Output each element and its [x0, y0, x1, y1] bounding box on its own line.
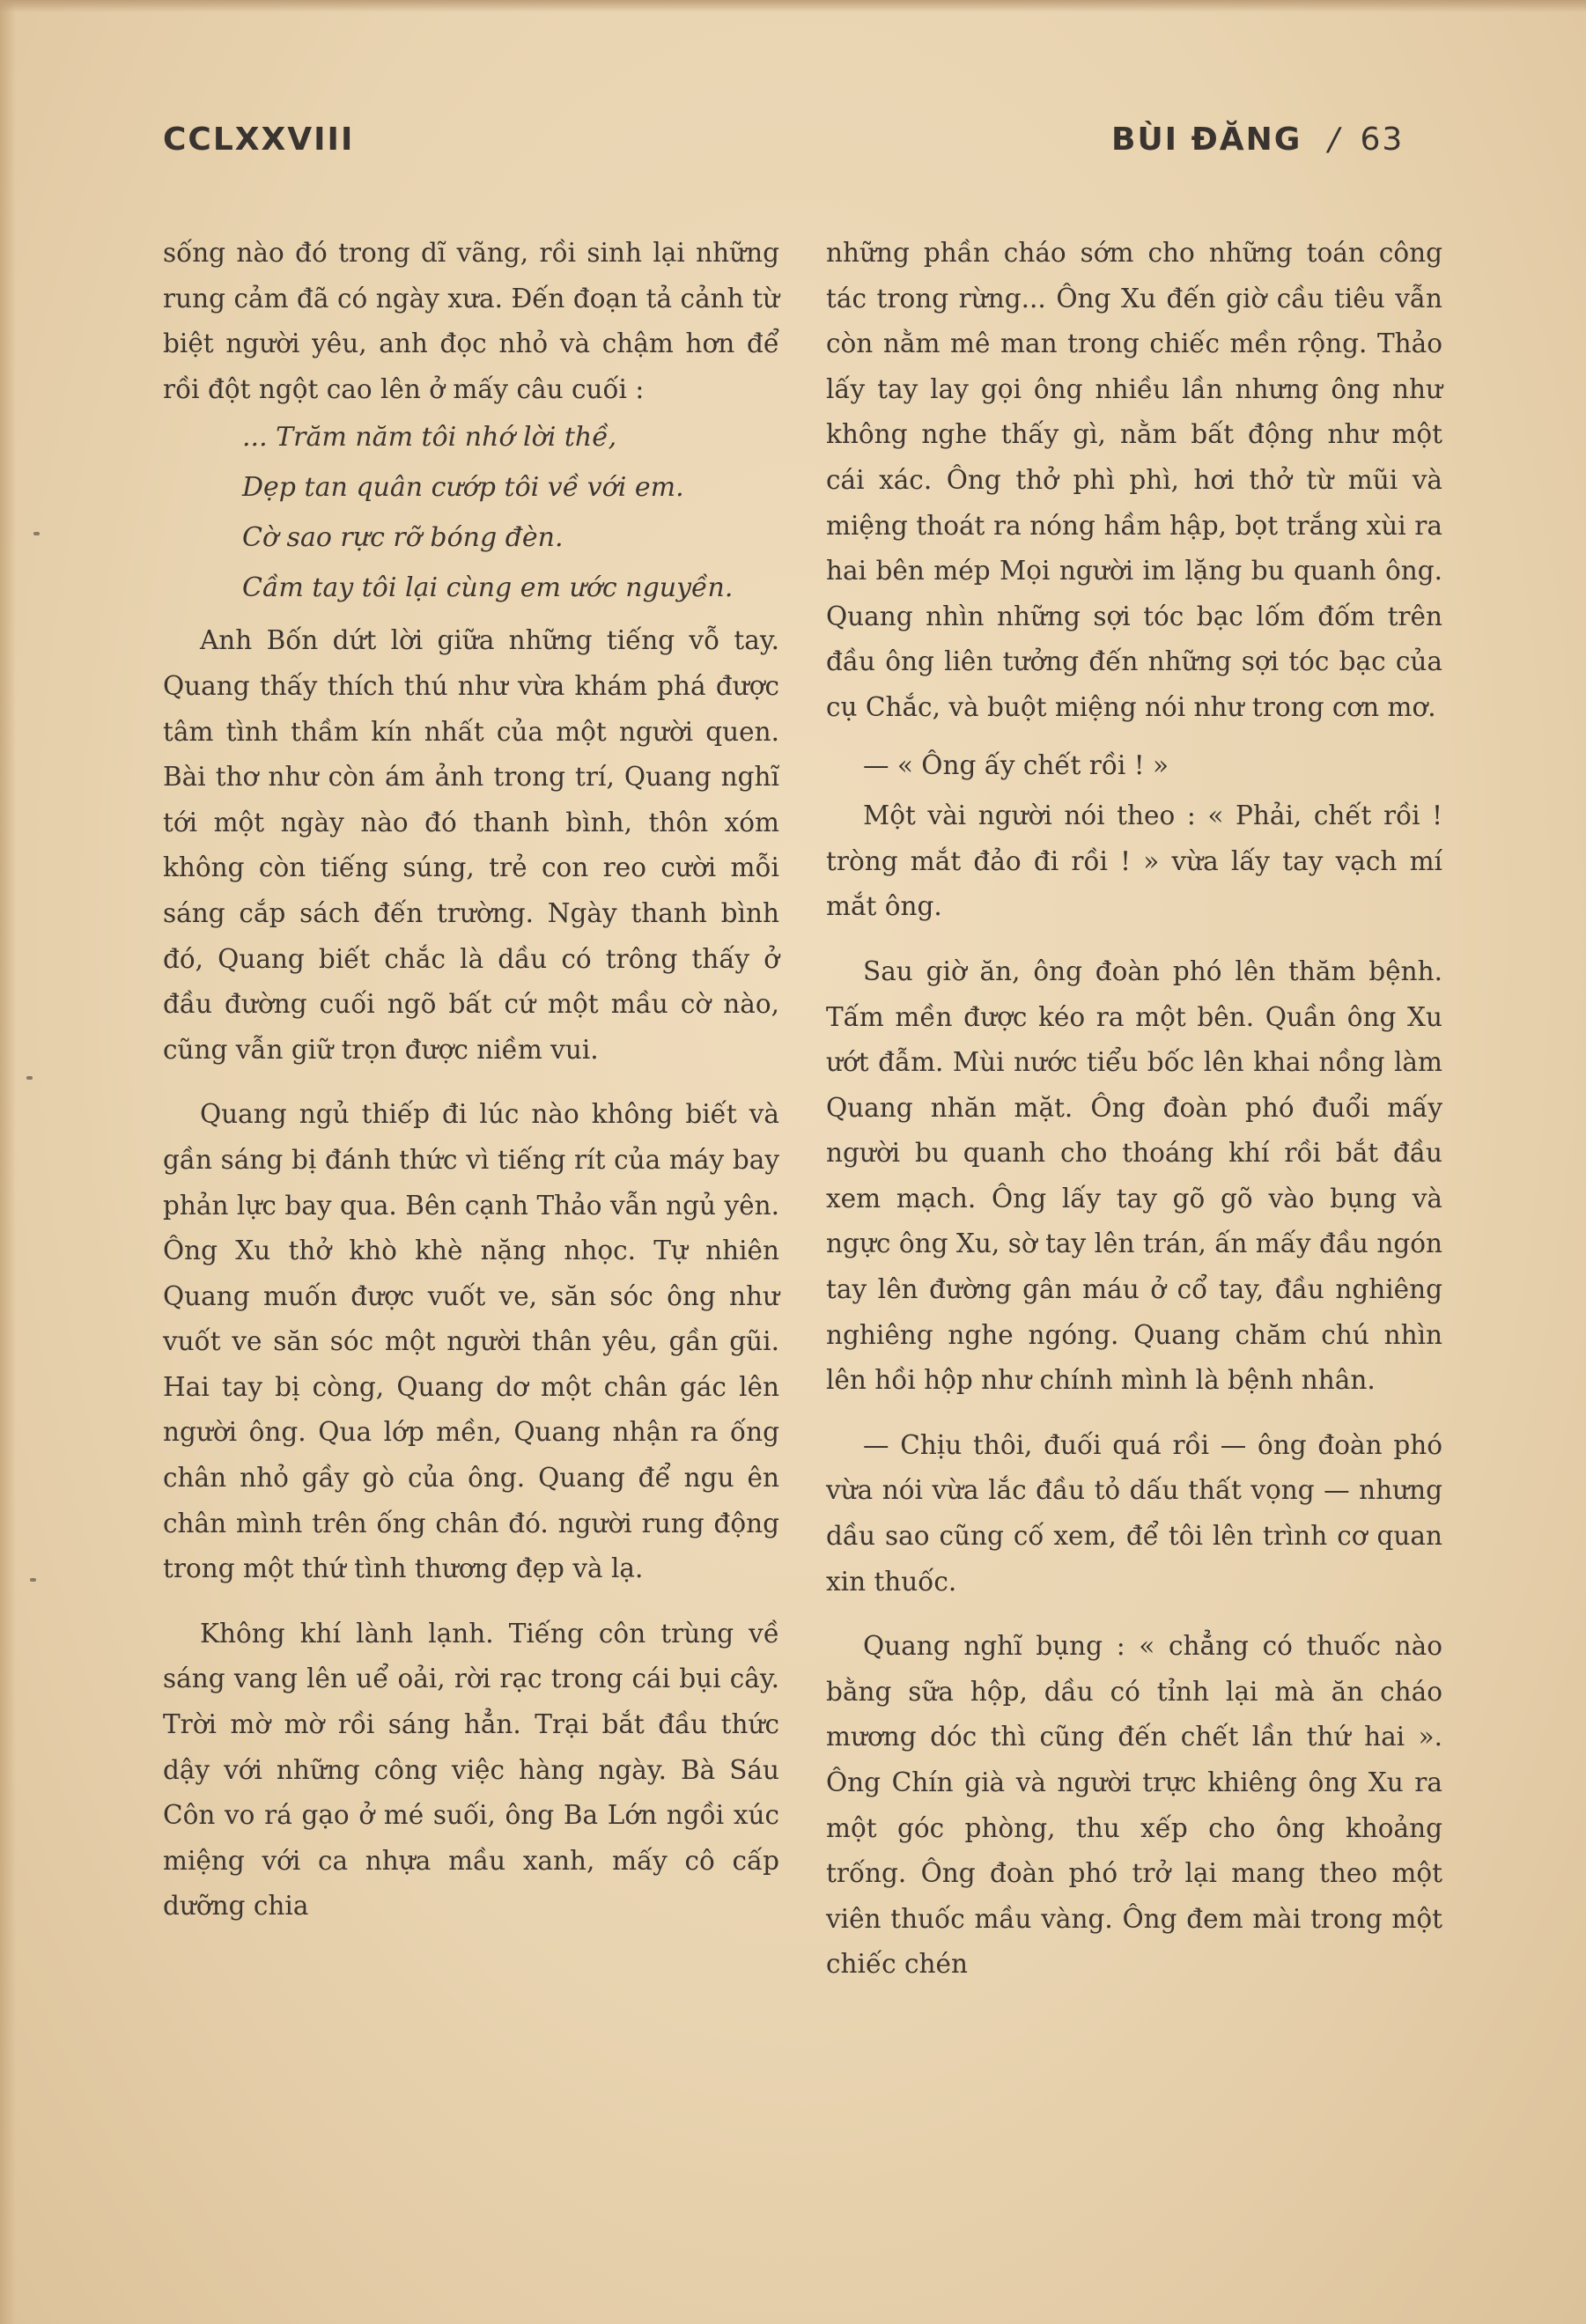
paragraph: Sau giờ ăn, ông đoàn phó lên thăm bệnh. Tấm mền được kéo ra một bên. Quần ông Xu ướt đẫm. Mùi nước tiểu bốc lên khai nồng làm Quang nhăn mặt. Ông đoàn phó đuổi mấy người bu quanh cho thoáng khí rồi bắt đầu xem mạch. Ông lấy tay gõ gõ vào bụng và ngực ông Xu, sờ tay lên trán, ấn mấy đầu ngón tay lên đường gân máu ở cổ tay, đầu nghiêng nghiêng nghe ngóng. Quang chăm chú nhìn lên hồi hộp như chính mình là bệnh nhân.: [826, 955, 1442, 1396]
header-separator: /: [1328, 122, 1341, 158]
paragraph: Quang ngủ thiếp đi lúc nào không biết và gần sáng bị đánh thức vì tiếng rít của máy bay phản lực bay qua. Bên cạnh Thảo vẫn ngủ yên. Ông Xu thở khò khè nặng nhọc. Tự nhiên Quang muốn được vuốt ve, săn sóc ông như vuốt ve săn sóc một người thân yêu, gần gũi. Hai tay bị còng, Quang dơ một chân gác lên người ông. Qua lớp mền, Quang nhận ra ống chân nhỏ gầy gò của ông. Quang để ngu ên chân mình trên ống chân đó. người rung động trong một thứ tình thương đẹp và lạ.: [163, 1099, 779, 1584]
page-edge-shadow: [0, 0, 16, 2324]
poem-line: Dẹp tan quân cướp tôi về với em.: [242, 472, 684, 504]
paper-speck: [30, 1578, 36, 1582]
paragraph: Anh Bốn dứt lời giữa những tiếng vỗ tay. Quang thấy thích thú như vừa khám phá được tâm tình thầm kín nhất của một người quen. Bài thơ như còn ám ảnh trong trí, Quang nghĩ tới một ngày nào đó thanh bình, thôn xóm không còn tiếng súng, trẻ con reo cười mỗi sáng cắp sách đến trường. Ngày thanh bình đó, Quang biết chắc là dầu có trông thấy ở đầu đường cuối ngõ bất cứ một mầu cờ nào, cũng vẫn giữ trọn được niềm vui.: [163, 625, 779, 1065]
paragraph: những phần cháo sớm cho những toán công tác trong rừng... Ông Xu đến giờ cầu tiêu vẫn còn nằm mê man trong chiếc mền rộng. Thảo lấy tay lay gọi ông nhiều lần nhưng ông như không nghe thấy gì, nằm bất động như một cái xác. Ông thở phì phì, hơi thở từ mũi và miệng thoát ra nóng hầm hập, bọt trắng xùi ra hai bên mép Mọi người im lặng bu quanh ông. Quang nhìn những sợi tóc bạc lốm đốm trên đầu ông liên tưởng đến những sợi tóc bạc của cụ Chắc, và buột miệng nói như trong cơn mơ.: [826, 238, 1442, 722]
paragraph: Một vài người nói theo : « Phải, chết rồi ! tròng mắt đảo đi rồi ! » vừa lấy tay vạch mí mắt ông.: [826, 800, 1442, 922]
author-name: BÙI ĐĂNG: [1111, 122, 1302, 158]
dialogue-line: — « Ông ấy chết rồi ! »: [863, 749, 1169, 780]
paper-speck: [26, 1076, 33, 1080]
poem-line: Cầm tay tôi lại cùng em ước nguyền.: [242, 572, 734, 604]
page-number: 63: [1360, 122, 1405, 158]
paper-speck: [33, 532, 40, 535]
running-head: [1111, 122, 1404, 158]
paragraph: Không khí lành lạnh. Tiếng côn trùng về sáng vang lên uể oải, rời rạc trong cái bụi cây. Trời mờ mờ rồi sáng hẳn. Trại bắt đầu thức dậy với những công việc hàng ngày. Bà Sáu Côn vo rá gạo ở mé suối, ông Ba Lớn ngồi xúc miệng với ca nhựa mầu xanh, mấy cô cấp dưỡng chia: [163, 1618, 779, 1922]
left-column: [163, 231, 779, 1929]
poem-line: Cờ sao rực rỡ bóng đèn.: [242, 522, 564, 554]
chapter-header: CCLXXVIII: [163, 122, 355, 158]
paragraph: sống nào đó trong dĩ vãng, rồi sinh lại những rung cảm đã có ngày xưa. Đến đoạn tả cảnh từ biệt người yêu, anh đọc nhỏ và chậm hơn để rồi đột ngột cao lên ở mấy câu cuối :: [163, 238, 779, 404]
poem-line: ... Trăm năm tôi nhớ lời thề,: [242, 422, 617, 454]
paragraph: Quang nghĩ bụng : « chẳng có thuốc nào bằng sữa hộp, dầu có tỉnh lại mà ăn cháo mương dóc thì cũng đến chết lần thứ hai ». Ông Chín già và người trực khiêng ông Xu ra một góc phòng, thu xếp cho ông khoảng trống. Ông đoàn phó trở lại mang theo một viên thuốc mầu vàng. Ông đem mài trong một chiếc chén: [826, 1631, 1442, 1980]
right-column: [826, 231, 1442, 1988]
dialogue-paragraph: — Chịu thôi, đuối quá rồi — ông đoàn phó vừa nói vừa lắc đầu tỏ dấu thất vọng — nhưng dầu sao cũng cố xem, để tôi lên trình cơ quan xin thuốc.: [826, 1429, 1442, 1597]
poem-stanza: [242, 412, 779, 613]
page-top-shadow: [0, 0, 1586, 12]
